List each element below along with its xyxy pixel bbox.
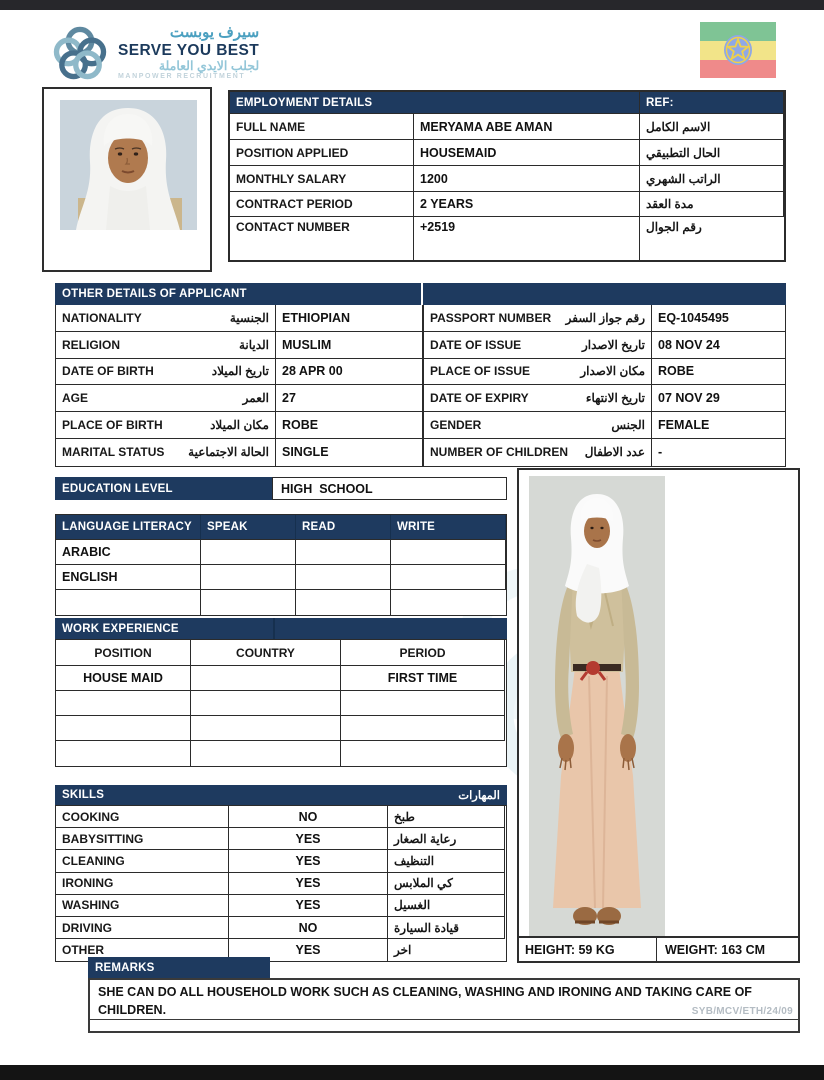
globe-knot-icon	[52, 22, 108, 84]
monthly-salary-label-ar: الراتب الشهري	[640, 166, 784, 192]
babysitting-label: BABYSITTING	[56, 828, 229, 850]
language-row-arabic: ARABIC	[56, 540, 201, 565]
gender-label: GENDER	[430, 418, 482, 433]
gender-value: FEMALE	[652, 412, 785, 439]
ironing-label-ar: كي الملابس	[388, 873, 505, 895]
passport-number-label: PASSPORT NUMBER	[430, 310, 552, 325]
ref-label: REF:	[640, 92, 784, 114]
logo-arabic-subtitle: لجلب الايدي العاملة	[158, 59, 260, 74]
gender-label-ar: الجنس	[611, 418, 645, 433]
date-of-issue-value: 08 NOV 24	[652, 332, 785, 359]
period-header: PERIOD	[341, 640, 505, 666]
date-of-birth-value: 28 APR 00	[276, 359, 422, 386]
country-header: COUNTRY	[191, 640, 341, 666]
english-read-cell	[296, 565, 391, 590]
nationality-label-ar: الجنسية	[229, 310, 269, 325]
work-experience-title	[55, 618, 507, 639]
washing-label-ar: الغسيل	[388, 895, 505, 917]
position-applied-label-ar: الحال التطبيقي	[640, 140, 784, 166]
logo-subtitle: MANPOWER RECRUITMENT	[118, 73, 246, 81]
age-label-ar: العمر	[242, 391, 269, 406]
cleaning-value: YES	[229, 850, 388, 872]
top-black-bar	[0, 0, 824, 10]
date-of-expiry-label: DATE OF EXPIRY	[430, 391, 529, 406]
empty-read-cell	[296, 590, 391, 615]
skills-title: SKILLS	[62, 789, 105, 801]
ironing-value: YES	[229, 873, 388, 895]
cooking-value: NO	[229, 806, 388, 828]
date-of-expiry-label-ar: تاريخ الانتهاء	[585, 391, 645, 406]
contact-number-label: CONTACT NUMBER	[230, 217, 414, 260]
agency-logo	[52, 22, 259, 84]
work-row4-position	[56, 741, 191, 766]
cooking-label: COOKING	[56, 806, 229, 828]
work-experience-title-text: WORK EXPERIENCE	[62, 622, 179, 635]
work-title-seam	[273, 618, 275, 639]
language-literacy-table	[55, 514, 507, 616]
monthly-salary-label: MONTHLY SALARY	[230, 166, 414, 192]
date-of-birth-label-ar: تاريخ الميلاد	[211, 364, 269, 379]
document-code: SYB/MCV/ETH/24/09	[691, 1006, 793, 1017]
work-row2-country	[191, 691, 341, 716]
number-of-children-label-ar: عدد الاطفال	[584, 445, 645, 460]
work-experience-section	[55, 618, 507, 767]
work-row4-period	[341, 741, 505, 766]
work-row2-period	[341, 691, 505, 716]
full-body-photo-frame	[517, 468, 800, 963]
work-experience-table	[55, 639, 507, 767]
full-name-value: MERYAMA ABE AMAN	[414, 114, 640, 140]
nationality-label: NATIONALITY	[62, 310, 142, 325]
full-name-label: FULL NAME	[230, 114, 414, 140]
work-row1-period: FIRST TIME	[341, 666, 505, 691]
language-literacy-header: LANGUAGE LITERACY	[56, 515, 201, 540]
place-of-birth-value: ROBE	[276, 412, 422, 439]
place-of-birth-label: PLACE OF BIRTH	[62, 418, 163, 433]
number-of-children-value: -	[658, 445, 663, 460]
remarks-divider	[90, 1019, 798, 1020]
remarks-box	[88, 978, 800, 1033]
marital-status-value: SINGLE	[282, 445, 329, 460]
position-header: POSITION	[56, 640, 191, 666]
babysitting-label-ar: رعاية الصغار	[388, 828, 505, 850]
date-of-birth-label: DATE OF BIRTH	[62, 364, 154, 379]
other-details-right-table	[423, 305, 786, 467]
remarks-title: REMARKS	[88, 957, 270, 978]
full-name-label-ar: الاسم الكامل	[640, 114, 784, 140]
language-row-english: ENGLISH	[56, 565, 201, 590]
education-level-label: EDUCATION LEVEL	[55, 477, 272, 500]
religion-label: RELIGION	[62, 337, 121, 352]
marital-status-label-ar: الحالة الاجتماعية	[188, 445, 269, 460]
logo-title: SERVE YOU BEST	[118, 41, 260, 59]
position-applied-value: HOUSEMAID	[414, 140, 640, 166]
cleaning-label: CLEANING	[56, 850, 229, 872]
work-row1-position: HOUSE MAID	[56, 666, 191, 691]
contract-period-value: 2 YEARS	[414, 192, 640, 217]
applicant-full-body-photo	[529, 476, 665, 936]
empty-write-cell	[391, 590, 506, 615]
other-details-left-table	[55, 305, 423, 467]
driving-label-ar: قيادة السيارة	[388, 917, 505, 939]
nationality-value: ETHIOPIAN	[276, 305, 422, 332]
employment-details-table	[228, 90, 786, 262]
height-value: HEIGHT: 59 KG	[519, 938, 657, 961]
applicant-portrait-photo	[60, 100, 197, 230]
place-of-birth-label-ar: مكان الميلاد	[210, 418, 269, 433]
washing-label: WASHING	[56, 895, 229, 917]
other-skill-label: OTHER	[56, 939, 229, 961]
driving-label: DRIVING	[56, 917, 229, 939]
weight-value: WEIGHT: 163 CM	[665, 942, 766, 957]
monthly-salary-value: 1200	[414, 166, 640, 192]
education-level-value: HIGH SCHOOL	[272, 477, 507, 500]
contract-period-label-ar: مدة العقد	[640, 192, 784, 217]
remarks-text: SHE CAN DO ALL HOUSEHOLD WORK SUCH AS CLEANING, WASHING AND IRONING AND TAKING CARE OF CHILDREN.	[98, 985, 752, 1018]
speak-header: SPEAK	[201, 515, 296, 540]
babysitting-value: YES	[229, 828, 388, 850]
other-skill-value: YES	[229, 939, 388, 961]
bottom-black-bar	[0, 1065, 824, 1080]
washing-value: YES	[229, 895, 388, 917]
ethiopia-flag-icon	[700, 22, 776, 78]
religion-label-ar: الديانة	[238, 337, 269, 352]
other-details-title: OTHER DETAILS OF APPLICANT	[55, 283, 423, 305]
portrait-photo-frame	[42, 87, 212, 272]
arabic-write-cell	[391, 540, 506, 565]
date-of-issue-label: DATE OF ISSUE	[430, 337, 522, 352]
ironing-label: IRONING	[56, 873, 229, 895]
other-details-section	[55, 283, 786, 467]
logo-arabic-title: سيرف يوبست	[169, 24, 260, 41]
read-header: READ	[296, 515, 391, 540]
place-of-issue-value: ROBE	[652, 359, 785, 386]
work-row3-period	[341, 716, 505, 741]
empty-speak-cell	[201, 590, 296, 615]
marital-status-label: MARITAL STATUS	[62, 445, 165, 460]
age-label: AGE	[62, 391, 89, 406]
physique-row	[519, 936, 798, 961]
age-value: 27	[276, 385, 422, 412]
skills-title-bar	[55, 785, 507, 805]
driving-value: NO	[229, 917, 388, 939]
work-row2-position	[56, 691, 191, 716]
work-row1-country	[191, 666, 341, 691]
position-applied-label: POSITION APPLIED	[230, 140, 414, 166]
skills-table	[55, 805, 507, 962]
passport-number-label-ar: رقم جواز السفر	[565, 310, 645, 325]
english-write-cell	[391, 565, 506, 590]
contact-number-label-ar: رقم الجوال	[646, 220, 702, 234]
passport-number-value: EQ-1045495	[652, 305, 785, 332]
arabic-speak-cell	[201, 540, 296, 565]
cooking-label-ar: طبخ	[388, 806, 505, 828]
skills-title-ar: المهارات	[458, 790, 500, 802]
work-row3-position	[56, 716, 191, 741]
cleaning-label-ar: التنظيف	[388, 850, 505, 872]
contract-period-label: CONTRACT PERIOD	[230, 192, 414, 217]
place-of-issue-label: PLACE OF ISSUE	[430, 364, 531, 379]
skills-section	[55, 785, 507, 962]
work-row4-country	[191, 741, 341, 766]
arabic-read-cell	[296, 540, 391, 565]
contact-number-value: +2519	[414, 217, 640, 260]
number-of-children-label: NUMBER OF CHILDREN	[430, 445, 568, 460]
work-row3-country	[191, 716, 341, 741]
other-skill-label-ar: اخر	[394, 943, 412, 958]
date-of-expiry-value: 07 NOV 29	[652, 385, 785, 412]
employment-details-title: EMPLOYMENT DETAILS	[230, 92, 640, 114]
place-of-issue-label-ar: مكان الاصدار	[580, 364, 645, 379]
english-speak-cell	[201, 565, 296, 590]
religion-value: MUSLIM	[276, 332, 422, 359]
other-details-title-spacer	[423, 283, 786, 305]
date-of-issue-label-ar: تاريخ الاصدار	[581, 337, 645, 352]
write-header: WRITE	[391, 515, 506, 540]
language-row-empty	[56, 590, 201, 615]
